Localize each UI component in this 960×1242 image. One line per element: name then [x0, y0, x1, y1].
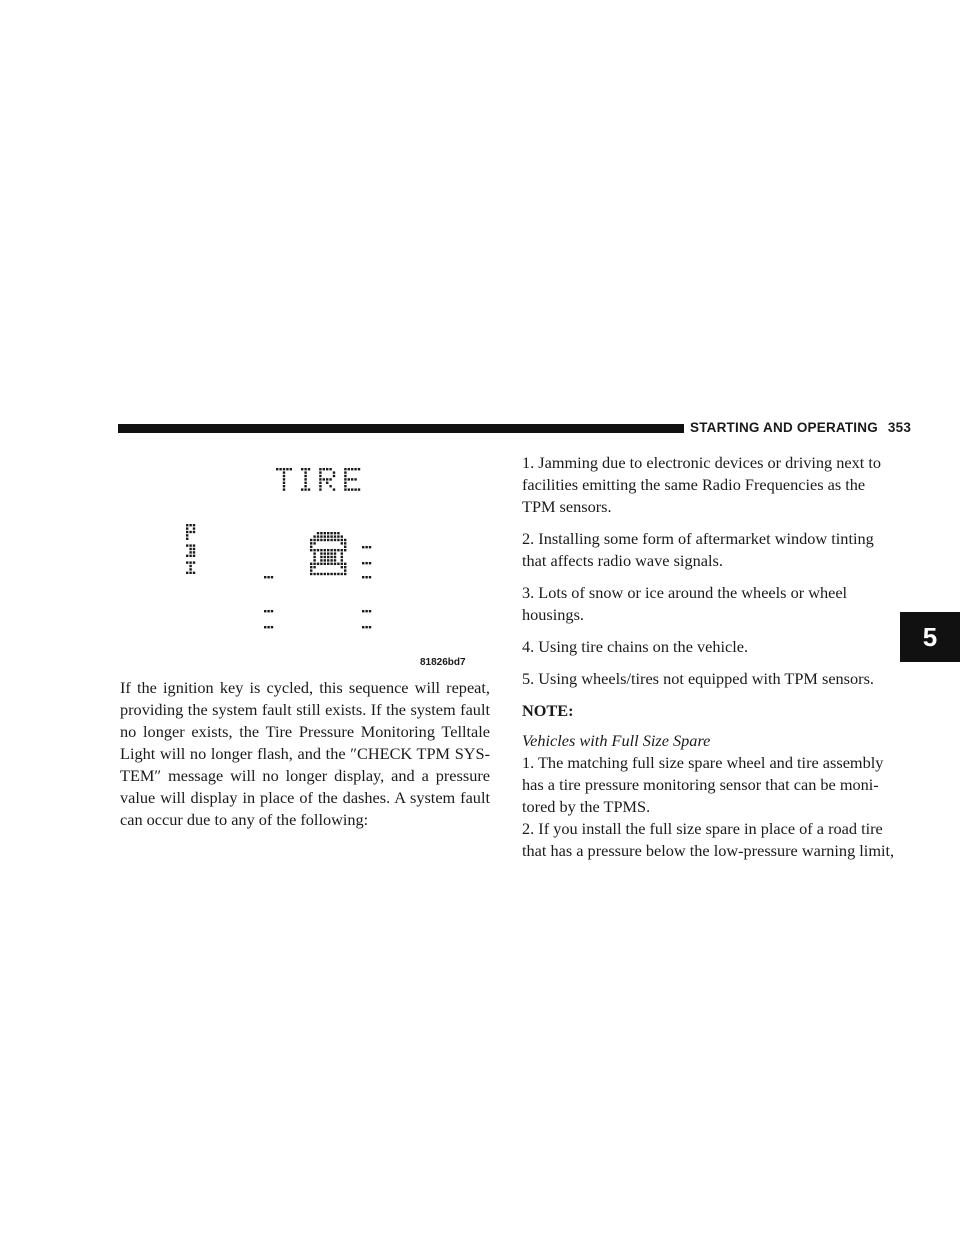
list-item: 2. Installing some form of aftermarket window tinting that affects radio wave signals.: [522, 529, 874, 570]
list-item: 1. Jamming due to electronic devices or driving next to facilities emitting the same Radio Frequencies as the TPM sensors.: [522, 453, 881, 516]
pressure-dashes: [264, 626, 273, 628]
page-number: 353: [887, 420, 912, 435]
pressure-dashes: [362, 576, 371, 578]
list-item: 4. Using tire chains on the vehicle.: [522, 637, 749, 656]
note-label: NOTE:: [522, 701, 574, 720]
pressure-dashes: [362, 546, 371, 548]
header-rule: [118, 424, 684, 433]
tire-letter: [276, 468, 292, 491]
vehicle-outline-icon: [310, 532, 346, 575]
left-indicator-column: [186, 524, 195, 574]
tire-letter: [301, 468, 310, 491]
pressure-dashes: [264, 576, 273, 578]
spare-item: 2. If you install the full size spare in place of a road tire that has a pressure below the low-pressure warning limit,: [522, 819, 895, 860]
dot-matrix-display: [180, 462, 480, 672]
tire-letter: [344, 468, 360, 491]
left-column: [120, 677, 490, 831]
figure-id: 81826bd7: [420, 657, 466, 668]
tire-letter: [319, 468, 335, 491]
pressure-dashes: [362, 610, 371, 612]
pressure-dashes: [362, 562, 371, 564]
left-paragraph: If the ignition key is cycled, this sequence will repeat, providing the system fault still exists. If the system fault no longer exists, the Tire Pressure Monitoring Telltale Light will no longer flash, and the ″CHECK TPM SYS-TEM″ message will no longer display, and a pressure value will display in place of the dashes. A system fault can occur due to any of the following:: [120, 678, 490, 829]
pressure-dashes: [362, 626, 371, 628]
note-subheading: Vehicles with Full Size Spare: [522, 731, 711, 750]
tpm-display-figure: [180, 462, 480, 672]
pressure-dashes: [264, 610, 273, 612]
spare-item: 1. The matching full size spare wheel and tire assembly has a tire pressure monitoring sensor that can be moni-tored by the TPMS.: [522, 753, 884, 816]
right-column: [522, 452, 896, 862]
chapter-tab: 5: [900, 612, 960, 662]
list-item: 3. Lots of snow or ice around the wheels or wheel housings.: [522, 583, 848, 624]
running-header: [690, 420, 930, 440]
section-title: STARTING AND OPERATING: [690, 420, 878, 435]
list-item: 5. Using wheels/tires not equipped with TPM sensors.: [522, 669, 874, 688]
